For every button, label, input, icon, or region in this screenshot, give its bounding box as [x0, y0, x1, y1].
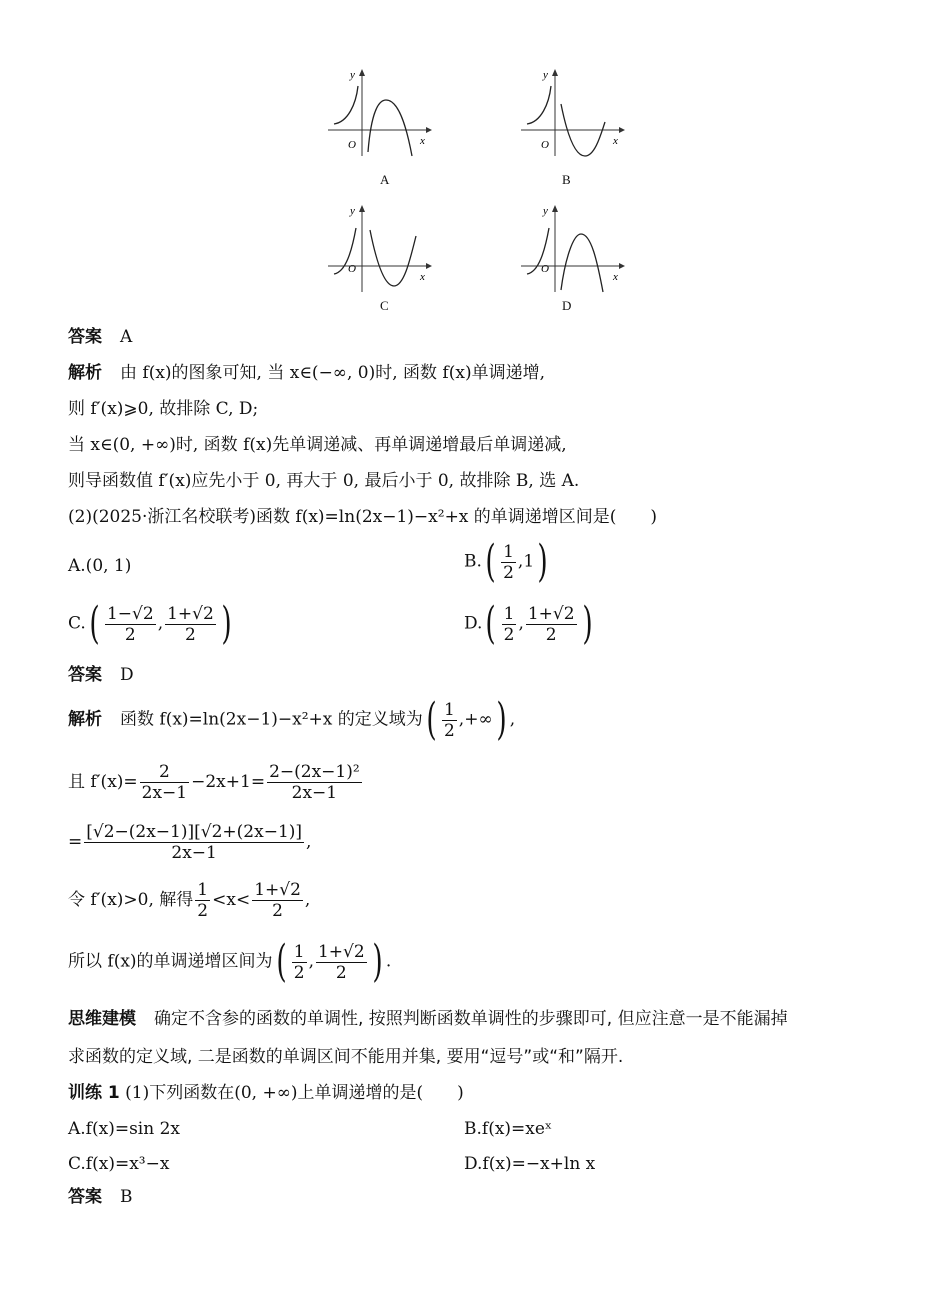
q2-option-b: B.( $\frac{1}{2}$ ,1): [464, 536, 548, 587]
q1-analysis-2: 则 f′(x)⩾0, 故排除 C, D;: [68, 399, 259, 419]
q1-answer: [68, 326, 132, 348]
train-option-b: B.f(x)=xeˣ: [464, 1119, 553, 1139]
q2-analysis-factored: = $\frac{[√2-(2x-1)][√2+(2x-1)]}{2x-1}$ ,: [68, 822, 312, 863]
svg-text:O: O: [541, 263, 549, 275]
svg-text:x: x: [420, 135, 425, 147]
svg-text:O: O: [348, 139, 356, 151]
q2-option-a: A.(0, 1): [68, 556, 132, 576]
graph-c: [326, 200, 436, 296]
q2-analysis-conclusion: 所以 f(x)的单调递增区间为( $\frac{1}{2}$ , $\frac{1+√2}{2}$ ) .: [68, 936, 392, 987]
train-option-a: A.f(x)=sin 2x: [68, 1119, 180, 1139]
q2-option-d: D.( $\frac{1}{2}$ , $\frac{1+√2}{2}$ ): [464, 598, 593, 649]
model-line-2: 求函数的定义域, 二是函数的单调区间不能用并集, 要用“逗号”或“和”隔开.: [68, 1047, 624, 1067]
svg-text:y: y: [350, 69, 355, 81]
train-option-c: C.f(x)=x³−x: [68, 1154, 170, 1174]
train-answer: 答案 B: [68, 1187, 133, 1207]
svg-text:x: x: [420, 271, 425, 283]
analysis-text: 由 f(x)的图象可知, 当 x∈(−∞, 0)时, 函数 f(x)单调递增,: [120, 363, 545, 383]
q1-analysis-4: 则导函数值 f′(x)应先小于 0, 再大于 0, 最后小于 0, 故排除 B, 选 A.: [68, 471, 580, 491]
q1-analysis-1: [68, 362, 545, 384]
model-line-1: 思维建模 确定不含参的函数的单调性, 按照判断函数单调性的步骤即可, 但应注意一是不能漏掉: [68, 1009, 788, 1029]
svg-text:O: O: [348, 263, 356, 275]
q2-stem: (2)(2025·浙江名校联考)函数 f(x)=ln(2x−1)−x²+x 的单调递增区间是( ): [68, 507, 658, 527]
graph-c-caption: C: [380, 298, 389, 313]
svg-text:y: y: [543, 205, 548, 217]
analysis-label: 解析: [68, 363, 102, 383]
q1-analysis-3: 当 x∈(0, +∞)时, 函数 f(x)先单调递减、再单调递增最后单调递减,: [68, 435, 567, 455]
svg-text:y: y: [543, 69, 548, 81]
q2-option-c: C.( $\frac{1-√2}{2}$ , $\frac{1+√2}{2}$ ): [68, 598, 232, 649]
q2-answer: 答案 D: [68, 665, 134, 685]
graph-d-caption: D: [562, 298, 572, 313]
svg-text:x: x: [613, 135, 618, 147]
train-option-d: D.f(x)=−x+ln x: [464, 1154, 596, 1174]
answer-value: A: [120, 327, 133, 347]
svg-text:O: O: [541, 139, 549, 151]
q2-analysis-domain: 解析 函数 f(x)=ln(2x−1)−x²+x 的定义域为( $\frac{1}{2}$ ,+∞) ,: [68, 694, 516, 745]
graph-b: [519, 64, 629, 160]
train-stem: 训练 1 (1)下列函数在(0, +∞)上单调递增的是( ): [68, 1083, 464, 1103]
svg-text:x: x: [613, 271, 618, 283]
graph-a: [326, 64, 436, 160]
svg-text:y: y: [350, 205, 355, 217]
graph-a-caption: A: [380, 172, 390, 187]
q2-analysis-solve: 令 f′(x)>0, 解得 $\frac{1}{2}$ <x< $\frac{1+√2}{2}$ ,: [68, 880, 311, 921]
q2-analysis-derivative: 且 f′(x)= $\frac{2}{2x-1}$ −2x+1= $\frac{\text{2−(2x−1)²}}{2x-1}$: [68, 762, 360, 803]
graph-d: [519, 200, 629, 296]
answer-label: 答案: [68, 327, 102, 347]
graph-b-caption: B: [562, 172, 571, 187]
